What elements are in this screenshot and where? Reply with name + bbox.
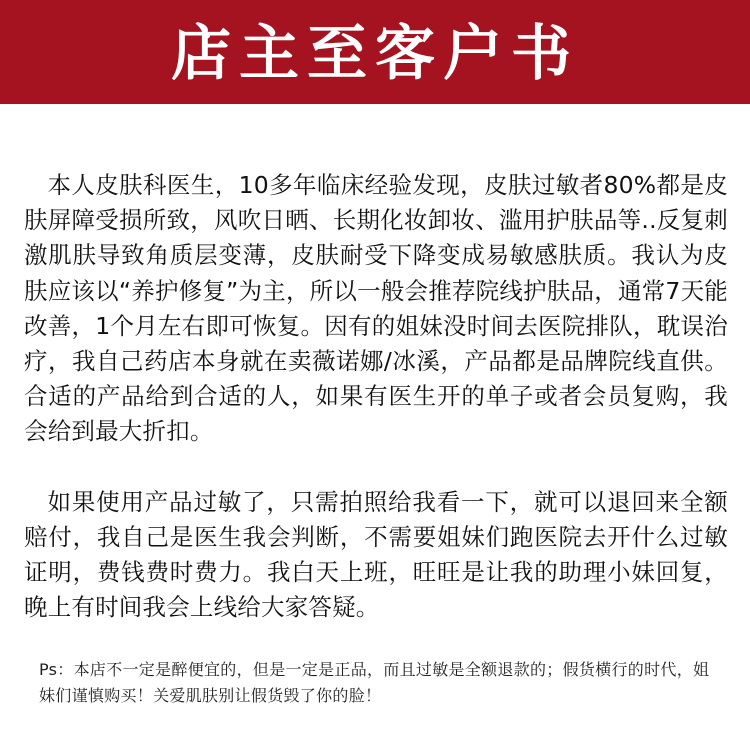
postscript-note: Ps：本店不一定是醉便宜的，但是一定是正品，而且过敏是全额退款的；假货横行的时代，姐妹们谨慎购买！关爱肌肤别让假货毁了你的脸！ bbox=[39, 660, 710, 705]
header-banner bbox=[0, 0, 750, 104]
letter-paragraph-2: 如果使用产品过敏了，只需拍照给我看一下，就可以退回来全额赔付，我自己是医生我会判断，不需要姐妹们跑医院去开什么过敏证明，费钱费时费力。我白天上班，旺旺是让我的助理小妹回复，晚上有时间我会上线给大家答疑。 bbox=[24, 487, 728, 622]
page-title: 店主至客户书 bbox=[171, 19, 579, 89]
letter-body bbox=[24, 168, 728, 625]
letter-paragraph-1: 本人皮肤科医生，10多年临床经验发现，皮肤过敏者80%都是皮肤屏障受损所致，风吹日晒、长期化妆卸妆、滥用护肤品等..反复刺激肌肤导致角质层变薄，皮肤耐受下降变成易敏感肤质。我认为皮肤应该以“养护修复”为主，所以一般会推荐院线护肤品，通常7天能改善，1个月左右即可恢复。因有的姐妹没时间去医院排队，耽误治疗，我自己药店本身就在卖薇诺娜/冰溪，产品都是品牌院线直供。合适的产品给到合适的人，如果有医生开的单子或者会员复购，我会给到最大折扣。 bbox=[24, 171, 728, 446]
